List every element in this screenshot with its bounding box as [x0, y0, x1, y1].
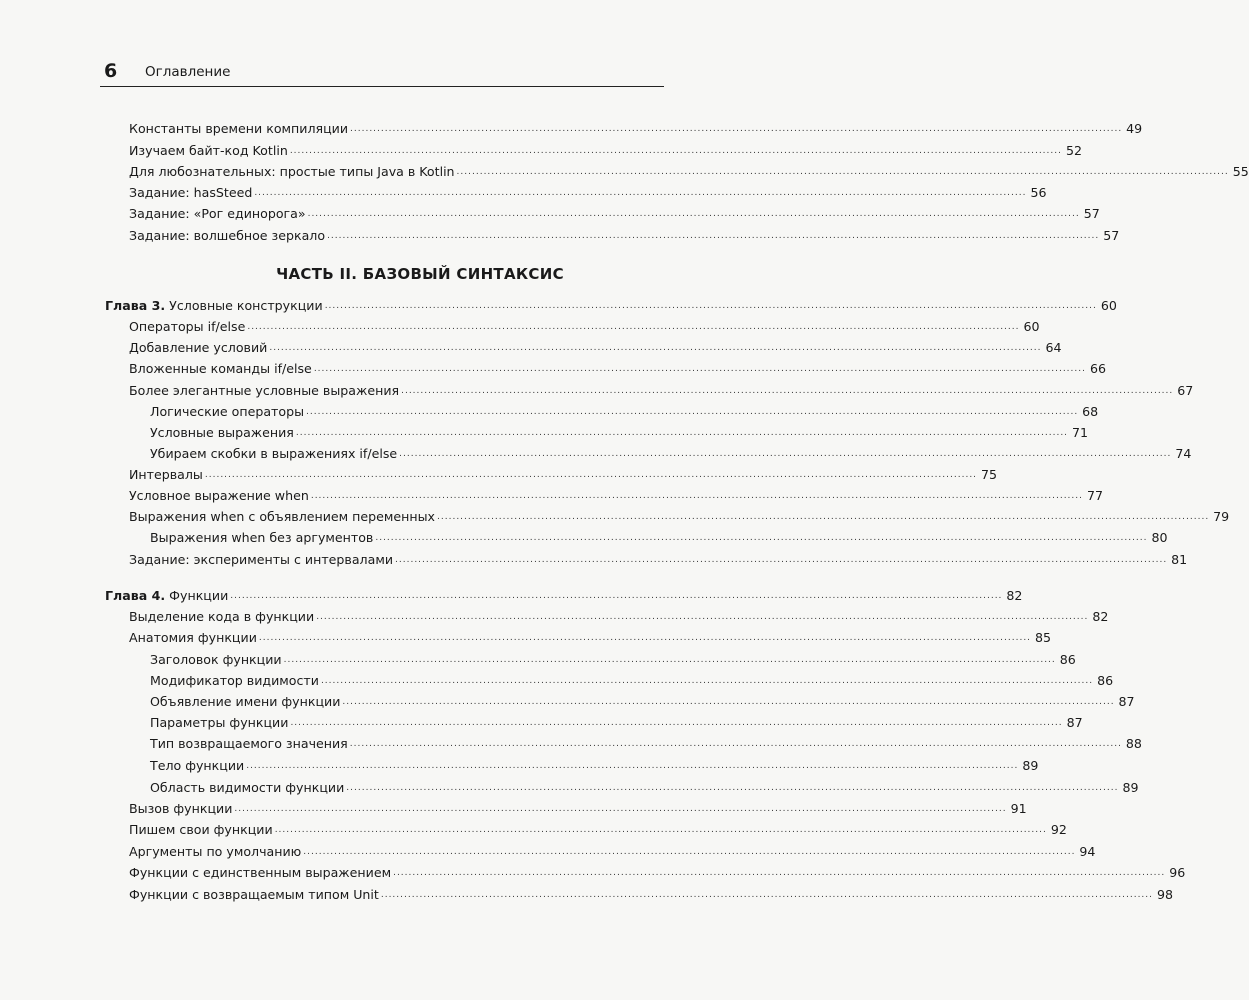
dot-leader: ........................................................................................................................................................................................................	[324, 301, 1097, 311]
toc-entry	[0, 605, 1109, 625]
toc-page-number: 85	[1035, 630, 1052, 645]
toc-entry-title: Выражения when с объявлением переменных	[129, 509, 436, 524]
toc-entry-label	[129, 227, 325, 244]
dot-leader: ........................................................................................................................................................................................................	[307, 209, 1080, 219]
dot-leader: ........................................................................................................................................................................................................	[342, 697, 1115, 707]
toc-entry	[0, 315, 1040, 335]
dot-leader: ........................................................................................................................................................................................................	[395, 555, 1168, 565]
dot-leader: ........................................................................................................................................................................................................	[393, 868, 1166, 878]
toc-page-number: 89	[1022, 758, 1039, 773]
toc-entry-title: Функции	[169, 588, 229, 603]
toc-entry-title: Тип возвращаемого значения	[150, 736, 348, 751]
toc-entry	[0, 357, 1106, 377]
dot-leader: ........................................................................................................................................................................................................	[274, 825, 1047, 835]
toc-entry	[0, 421, 1089, 441]
dot-leader: ........................................................................................................................................................................................................	[254, 188, 1027, 198]
toc-page-number: 82	[1092, 609, 1109, 624]
toc-page-number: 55	[1232, 164, 1249, 179]
toc-entry-title: Для любознательных: простые типы Java в Kotlin	[129, 164, 455, 179]
toc-entry	[0, 861, 1186, 881]
toc-entry-title: Выделение кода в функции	[129, 609, 315, 624]
toc-entry-title: Задание: hasSteed	[129, 185, 253, 200]
toc-entry	[0, 776, 1139, 796]
toc-entry	[0, 463, 998, 483]
toc-entry-title: Задание: «Рог единорога»	[129, 206, 306, 221]
dot-leader: ........................................................................................................................................................................................................	[290, 718, 1063, 728]
toc-entry-label	[150, 651, 282, 668]
dot-leader: ........................................................................................................................................................................................................	[399, 449, 1172, 459]
toc-entry-title: Условные конструкции	[169, 298, 323, 313]
toc-entry-label	[129, 551, 393, 568]
toc-entry-title: Условные выражения	[150, 425, 294, 440]
toc-entry-title: Анатомия функции	[129, 630, 257, 645]
toc-entry	[0, 160, 1249, 180]
toc-entry-label	[129, 382, 399, 399]
toc-page-number: 64	[1045, 340, 1062, 355]
toc-page-number: 79	[1213, 509, 1230, 524]
toc-entry	[0, 526, 1168, 546]
dot-leader: ........................................................................................................................................................................................................	[320, 676, 1094, 686]
toc-page-number: 49	[1126, 121, 1143, 136]
toc-entry	[0, 442, 1192, 462]
toc-entry-title: Выражения when без аргументов	[150, 530, 374, 545]
dot-leader: ........................................................................................................................................................................................................	[350, 124, 1123, 134]
toc-entry-title: Операторы if/else	[129, 319, 246, 334]
toc-entry-label	[129, 466, 203, 483]
toc-entry-title: Функции с возвращаемым типом Unit	[129, 887, 379, 902]
toc-entry	[0, 840, 1096, 860]
toc-entry-label	[105, 297, 323, 314]
running-title: Оглавление	[145, 64, 231, 80]
dot-leader: ........................................................................................................................................................................................................	[295, 428, 1069, 438]
dot-leader: ........................................................................................................................................................................................................	[375, 533, 1148, 543]
dot-leader: ........................................................................................................................................................................................................	[246, 761, 1019, 771]
toc-entry-label	[129, 163, 455, 180]
chapter-number: Глава 3.	[105, 298, 166, 313]
toc-page-number: 75	[981, 467, 998, 482]
toc-entry-title: Логические операторы	[150, 404, 305, 419]
toc-chapter-entry	[0, 294, 1117, 314]
toc-entry-title: Изучаем байт-код Kotlin	[129, 143, 288, 158]
toc-entry-title: Убираем скобки в выражениях if/else	[150, 446, 398, 461]
dot-leader: ........................................................................................................................................................................................................	[303, 847, 1076, 857]
toc-entry-label	[129, 120, 348, 137]
toc-entry-label	[129, 843, 301, 860]
toc-page-number: 91	[1010, 801, 1027, 816]
toc-entry-title: Заголовок функции	[150, 652, 282, 667]
dot-leader: ........................................................................................................................................................................................................	[313, 364, 1086, 374]
toc-entry	[0, 139, 1082, 159]
toc-chapter-entry	[0, 584, 1023, 604]
toc-entry-label	[150, 735, 348, 752]
toc-page-number: 82	[1006, 588, 1023, 603]
toc-entry-title: Условное выражение when	[129, 488, 309, 503]
toc-entry-title: Задание: эксперименты с интервалами	[129, 552, 394, 567]
dot-leader: ........................................................................................................................................................................................................	[306, 407, 1079, 417]
dot-leader: ........................................................................................................................................................................................................	[247, 322, 1020, 332]
toc-entry	[0, 117, 1143, 137]
toc-entry	[0, 379, 1194, 399]
toc-page-number: 80	[1151, 530, 1168, 545]
dot-leader: ........................................................................................................................................................................................................	[234, 804, 1007, 814]
dot-leader: ........................................................................................................................................................................................................	[269, 343, 1042, 353]
toc-entry-label	[129, 318, 245, 335]
dot-leader: ........................................................................................................................................................................................................	[456, 167, 1229, 177]
toc-page-number: 77	[1086, 488, 1103, 503]
toc-entry-label	[150, 424, 294, 441]
toc-entry	[0, 202, 1100, 222]
toc-entry	[0, 400, 1099, 420]
dot-leader: ........................................................................................................................................................................................................	[289, 146, 1062, 156]
toc-entry-title: Пишем свои функции	[129, 822, 273, 837]
toc-entry	[0, 818, 1067, 838]
toc-entry-label	[129, 508, 435, 525]
dot-leader: ........................................................................................................................................................................................................	[310, 491, 1083, 501]
toc-entry	[0, 883, 1174, 903]
toc-entry-label	[129, 821, 273, 838]
toc-entry-label	[129, 487, 309, 504]
toc-page-number: 57	[1083, 206, 1100, 221]
toc-entry	[0, 669, 1114, 689]
toc-page-number: 57	[1103, 228, 1120, 243]
toc-entry-title: Вызов функции	[129, 801, 233, 816]
toc-entry	[0, 754, 1039, 774]
toc-entry	[0, 711, 1083, 731]
toc-entry-label	[150, 714, 288, 731]
toc-entry-label	[150, 403, 304, 420]
toc-entry	[0, 648, 1076, 668]
dot-leader: ........................................................................................................................................................................................................	[230, 591, 1003, 601]
toc-entry-title: Константы времени компиляции	[129, 121, 349, 136]
toc-entry	[0, 732, 1142, 752]
dot-leader: ........................................................................................................................................................................................................	[204, 470, 978, 480]
toc-page-number: 89	[1122, 780, 1139, 795]
toc-entry-title: Интервалы	[129, 467, 203, 482]
toc-entry-title: Задание: волшебное зеркало	[129, 228, 326, 243]
toc-entry	[0, 797, 1027, 817]
toc-entry-label	[150, 693, 340, 710]
dot-leader: ........................................................................................................................................................................................................	[258, 633, 1032, 643]
toc-page-number: 88	[1125, 736, 1142, 751]
dot-leader: ........................................................................................................................................................................................................	[380, 890, 1154, 900]
dot-leader: ........................................................................................................................................................................................................	[283, 655, 1056, 665]
toc-entry-label	[129, 184, 252, 201]
toc-page-number: 60	[1100, 298, 1117, 313]
toc-entry-label	[129, 360, 312, 377]
toc-page-number: 67	[1177, 383, 1194, 398]
dot-leader: ........................................................................................................................................................................................................	[316, 612, 1089, 622]
toc-entry-title: Вложенные команды if/else	[129, 361, 312, 376]
toc-page-number: 94	[1079, 844, 1096, 859]
toc-page-number: 87	[1066, 715, 1083, 730]
toc-page-number: 66	[1089, 361, 1106, 376]
toc-entry-title: Объявление имени функции	[150, 694, 341, 709]
toc-entry-label	[129, 339, 267, 356]
toc-page-number: 92	[1050, 822, 1067, 837]
toc-entry-title: Область видимости функции	[150, 780, 345, 795]
toc-page-number: 81	[1171, 552, 1188, 567]
toc-entry-label	[129, 864, 391, 881]
toc-entry-title: Добавление условий	[129, 340, 268, 355]
dot-leader: ........................................................................................................................................................................................................	[327, 231, 1100, 241]
toc-entry-title: Параметры функции	[150, 715, 289, 730]
toc-entry-title: Аргументы по умолчанию	[129, 844, 302, 859]
toc-entry-label	[129, 886, 379, 903]
toc-page-number: 96	[1169, 865, 1186, 880]
toc-entry-label	[150, 445, 397, 462]
dot-leader: ........................................................................................................................................................................................................	[349, 739, 1122, 749]
toc-entry-title: Функции с единственным выражением	[129, 865, 392, 880]
toc-page-number: 52	[1065, 143, 1082, 158]
toc-entry-label	[129, 608, 314, 625]
toc-page-number: 56	[1030, 185, 1047, 200]
toc-entry	[0, 181, 1047, 201]
part-heading: ЧАСТЬ II. БАЗОВЫЙ СИНТАКСИС	[276, 265, 564, 283]
toc-entry-label	[150, 529, 373, 546]
toc-entry-label	[129, 205, 306, 222]
page-number: 6	[104, 60, 118, 82]
chapter-number: Глава 4.	[105, 588, 166, 603]
toc-entry-title: Более элегантные условные выражения	[129, 383, 400, 398]
toc-entry	[0, 548, 1188, 568]
toc-entry-label	[129, 142, 288, 159]
toc-page-number: 71	[1072, 425, 1089, 440]
dot-leader: ........................................................................................................................................................................................................	[401, 386, 1174, 396]
toc-entry	[0, 484, 1103, 504]
toc-entry-label	[150, 672, 319, 689]
toc-page-number: 87	[1118, 694, 1135, 709]
toc-entry-label	[150, 779, 344, 796]
dot-leader: ........................................................................................................................................................................................................	[346, 783, 1119, 793]
toc-entry	[0, 690, 1135, 710]
toc-entry-title: Тело функции	[150, 758, 245, 773]
toc-page-number: 74	[1175, 446, 1192, 461]
dot-leader: ........................................................................................................................................................................................................	[437, 512, 1210, 522]
toc-page-number: 98	[1156, 887, 1174, 902]
toc-page-number: 86	[1059, 652, 1076, 667]
toc-page-number: 60	[1023, 319, 1040, 334]
toc-entry	[0, 224, 1120, 244]
toc-page-number: 68	[1082, 404, 1099, 419]
toc-entry-label	[150, 757, 244, 774]
toc-entry	[0, 626, 1052, 646]
toc-entry-label	[105, 587, 228, 604]
toc-entry	[0, 505, 1230, 525]
toc-entry-title: Модификатор видимости	[150, 673, 319, 688]
toc-entry	[0, 336, 1062, 356]
toc-entry-label	[129, 800, 232, 817]
toc-entry-label	[129, 629, 257, 646]
toc-page-number: 86	[1097, 673, 1114, 688]
